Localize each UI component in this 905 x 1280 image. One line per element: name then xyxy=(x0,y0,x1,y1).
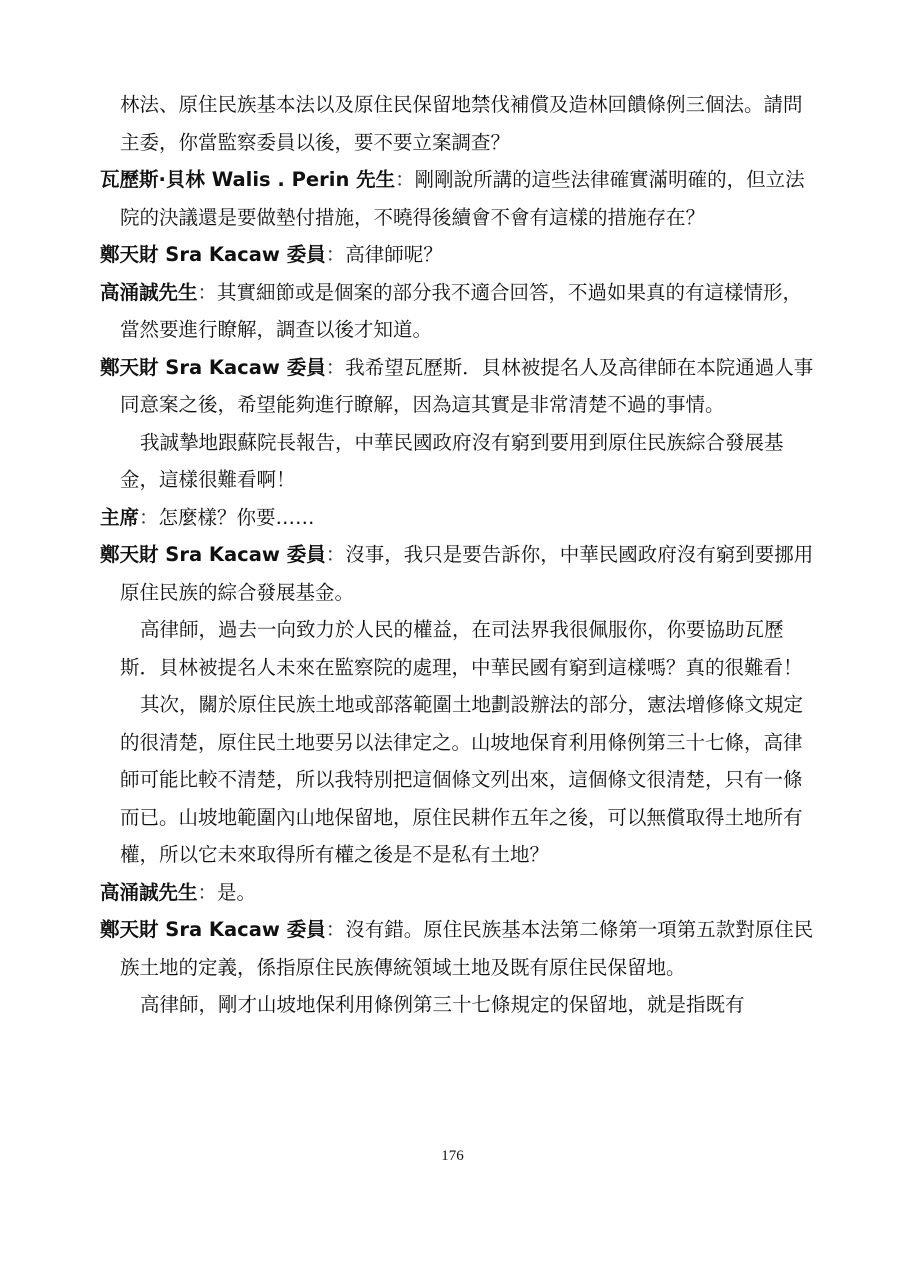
speech-cheng-4 xyxy=(100,911,820,986)
speech-kao-1 xyxy=(100,274,820,349)
speaker-separator: ： xyxy=(325,543,346,566)
speech-text: 沒有錯。原住民族基本法第二條第一項第五款對原住民族土地的定義，係指原住民族傳統領域土地及既有原住民保留地。 xyxy=(120,918,814,979)
paragraph-continuation xyxy=(100,86,820,161)
speech-cheng-3 xyxy=(100,536,820,611)
paragraph-text: 我誠摯地跟蘇院長報告，中華民國政府沒有窮到要用到原住民族綜合發展基金，這樣很難看啊！ xyxy=(120,430,784,491)
speaker-separator: ： xyxy=(395,168,415,191)
speech-text: 我希望瓦歷斯．貝林被提名人及高律師在本院通過人事同意案之後，希望能夠進行瞭解，因為這其實是非常清楚不過的事情。 xyxy=(120,355,814,416)
speech-text: 高律師呢？ xyxy=(345,243,443,266)
speaker-name: 主席 xyxy=(100,505,140,529)
speech-cheng-2-continued xyxy=(100,424,820,499)
speaker-name: 鄭天財 Sra Kacaw 委員 xyxy=(100,243,326,266)
speech-cheng-4-continued xyxy=(100,986,820,1024)
speech-text: 沒事，我只是要告訴你，中華民國政府沒有窮到要挪用原住民族的綜合發展基金。 xyxy=(120,543,814,604)
paragraph-text: 高律師，過去一向致力於人民的權益，在司法界我很佩服你，你要協助瓦歷斯．貝林被提名人未來在監察院的處理，中華民國有窮到這樣嗎？真的很難看！ xyxy=(120,618,803,679)
speech-cheng-2 xyxy=(100,349,820,424)
speaker-name: 瓦歷斯·貝林 Walis . Perin 先生 xyxy=(100,168,396,191)
speaker-separator: ： xyxy=(325,918,346,941)
speaker-name: 高涌誠先生 xyxy=(100,880,198,904)
paragraph-text: 林法、原住民族基本法以及原住民保留地禁伐補償及造林回饋條例三個法。請問主委，你當監察委員以後，要不要立案調查？ xyxy=(120,93,803,154)
speaker-separator: ： xyxy=(325,243,346,266)
speech-text: 其實細節或是個案的部分我不適合回答，不過如果真的有這樣情形，當然要進行瞭解，調查以後才知道。 xyxy=(120,280,803,341)
speech-text: 是。 xyxy=(217,880,257,904)
speech-kao-2 xyxy=(100,874,820,912)
speaker-separator: ： xyxy=(139,505,159,529)
speaker-name: 鄭天財 Sra Kacaw 委員 xyxy=(100,355,326,379)
page-number: 176 xyxy=(441,1148,464,1164)
speech-cheng-3-continued-b xyxy=(100,686,820,874)
transcript-body xyxy=(100,86,820,1024)
speaker-name: 高涌誠先生 xyxy=(100,280,198,304)
speaker-name: 鄭天財 Sra Kacaw 委員 xyxy=(100,918,326,941)
speaker-separator: ： xyxy=(197,280,218,304)
speaker-separator: ： xyxy=(325,355,346,379)
speaker-separator: ： xyxy=(197,880,218,904)
speech-walis-perin xyxy=(100,161,820,236)
speech-cheng-3-continued-a xyxy=(100,611,820,686)
speech-chair xyxy=(100,499,820,537)
speech-text: 剛剛說所講的這些法律確實滿明確的，但立法院的決議還是要做墊付措施，不曉得後續會不會有這樣的措施存在？ xyxy=(120,168,805,229)
speech-cheng-1 xyxy=(100,236,820,274)
speaker-name: 鄭天財 Sra Kacaw 委員 xyxy=(100,543,326,566)
speech-text: 怎麼樣？你要…… xyxy=(158,505,315,529)
paragraph-text: 高律師，剛才山坡地保利用條例第三十七條規定的保留地，就是指既有 xyxy=(140,993,745,1016)
paragraph-text: 其次，關於原住民族土地或部落範圍土地劃設辦法的部分，憲法增修條文規定的很清楚，原住民土地要另以法律定之。山坡地保育利用條例第三十七條，高律師可能比較不清楚，所以我特別把這個條文列出來，這個條文很清楚，只有一條而已。山坡地範圍內山地保留地，原住民耕作五年之後，可以無償取得土地所有權，所以它未來取得所有權之後是不是私有土地？ xyxy=(120,693,804,866)
